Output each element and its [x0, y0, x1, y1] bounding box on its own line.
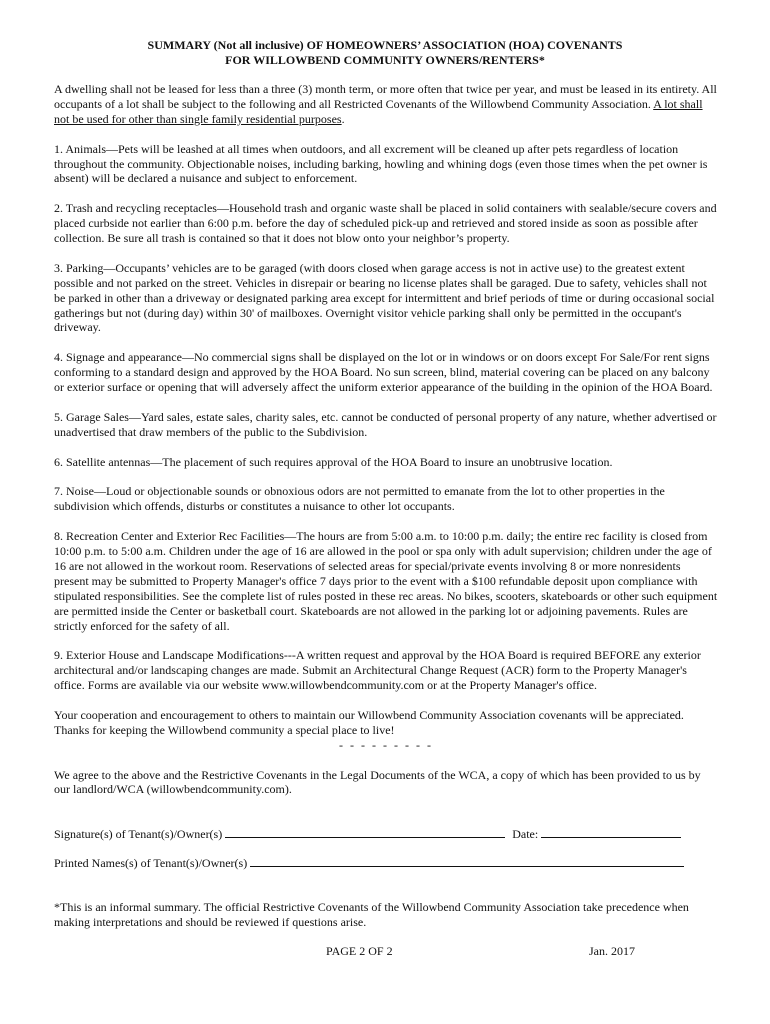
intro-paragraph: [54, 82, 718, 127]
document-title: [54, 38, 716, 67]
intro-end: .: [341, 111, 345, 126]
covenant-garage-sales: 5. Garage Sales—Yard sales, estate sales, charity sales, etc. cannot be conducted of personal property of any nature, whether advertised or unadvertised that draw members of the public to the Subdivision.: [54, 409, 717, 439]
footnote: *This is an informal summary. The official Restrictive Covenants of the Willowbend Community Association take precedence when making interpretations and should be reviewed if questions arise.: [54, 900, 689, 929]
document-date: Jan. 2017: [589, 944, 635, 958]
title-line-2: FOR WILLOWBEND COMMUNITY OWNERS/RENTERS*: [225, 52, 545, 67]
covenant-parking: 3. Parking—Occupants’ vehicles are to be garaged (with doors closed when garage access is not in active use) to the greatest extent possible and not parked on the street. Vehicles in disrepair or bearing no license plates shall be garaged. Due to safety, vehicles shall not be parked in other than a driveway or designated parking area except for intermittent and brief periods of time or during occasional social gatherings but not (during day) within 30' of mailboxes. Overnight visitor vehicle parking shall only be permitted in the occupant's driveway.: [54, 260, 715, 335]
printed-names-field[interactable]: [250, 855, 684, 867]
covenant-signage: 4. Signage and appearance—No commercial signs shall be displayed on the lot or in windows or on doors except For Sale/For rent signs conforming to a standard design and approved by the HOA Board. No sun screen, blind, material covering can be placed on any balcony or exterior surface or opening that will adversely affect the uniform exterior appearance of the building in the opinion of the HOA Board.: [54, 350, 713, 395]
covenant-recreation: 8. Recreation Center and Exterior Rec Facilities—The hours are from 5:00 a.m. to 10:00 p.m. daily; the entire rec facility is closed from 10:00 p.m. to 5:00 a.m. Children under the age of 16 are allowed in the pool or spa only with adult supervision; children under the age of 16 are not allowed in the workout room. Reservations of selected areas for special/private events involving 8 or more nonresidents present may be submitted to Property Manager's office 7 days prior to the event with a $100 refundable deposit upon compliance with stipulated responsibilities. See the complete list of rules posted in these rec areas. No bikes, scooters, skateboards or other such equipment are permitted inside the Center or basketball court. Skateboards are not allowed in the parking lot or adjoining pavements. Rules are strictly enforced for the safety of all.: [54, 529, 718, 633]
signature-field[interactable]: [225, 826, 505, 838]
covenant-noise: 7. Noise—Loud or objectionable sounds or obnoxious odors are not permitted to emanate from the lot to other properties in the subdivision which offends, disturbs or constitutes a nuisance to other lot occupants.: [54, 484, 665, 514]
covenant-animals: 1. Animals—Pets will be leashed at all times when outdoors, and all excrement will be cleaned up after pets regardless of location throughout the community. Objectionable noises, including barking, howling and whining dogs (even those times when the pet owner is absent) will be declared a nuisance and subject to enforcement.: [54, 141, 708, 186]
closing-paragraph: Your cooperation and encouragement to others to maintain our Willowbend Community Association covenants will be appreciated. Thanks for keeping the Willowbend community a special place to live!: [54, 707, 684, 737]
signature-label: Signature(s) of Tenant(s)/Owner(s): [54, 827, 223, 841]
separator: - - - - - - - - -: [339, 737, 433, 752]
covenant-trash: 2. Trash and recycling receptacles—Household trash and organic waste shall be placed in solid containers with sealable/secure covers and placed curbside not earlier than 6:00 p.m. before the day of scheduled pick-up and retrieved and stored inside as soon as possible after collection. Be sure all trash is contained so that it does not blow onto your neighbor’s property.: [54, 201, 717, 246]
title-line-1: SUMMARY (Not all inclusive) OF HOMEOWNERS’ ASSOCIATION (HOA) COVENANTS: [147, 38, 623, 52]
date-field[interactable]: [541, 826, 681, 838]
printed-names-row: [54, 855, 684, 870]
intro-underlined-text: A lot shall not be used for other than single family residential purposes: [54, 96, 703, 126]
intro-text: A dwelling shall not be leased for less than a three (3) month term, or more often that twice per year, and must be leased in its entirety. All occupants of a lot shall be subject to the following and all Restricted Covenants of the Willowbend Community Association.: [54, 82, 717, 111]
signature-row: [54, 826, 681, 841]
date-label: Date:: [512, 827, 539, 841]
covenant-satellite: 6. Satellite antennas—The placement of such requires approval of the HOA Board to insure an unobtrusive location.: [54, 454, 613, 469]
agreement-paragraph: We agree to the above and the Restrictive Covenants in the Legal Documents of the WCA, a copy of which has been provided to us by our landlord/WCA (willowbendcommunity.com).: [54, 767, 701, 797]
printed-names-label: Printed Names(s) of Tenant(s)/Owner(s): [54, 856, 248, 870]
document-body: [54, 82, 718, 797]
page-number: PAGE 2 OF 2: [326, 944, 393, 958]
covenant-modifications: 9. Exterior House and Landscape Modifications---A written request and approval by the HOA Board is required BEFORE any exterior architectural and/or landscaping changes are made. Submit an Architectural Change Request (ACR) form to the Property Manager's office. Forms are available via our website www.willowbendcommunity.com or at the Property Manager's office.: [54, 648, 701, 693]
